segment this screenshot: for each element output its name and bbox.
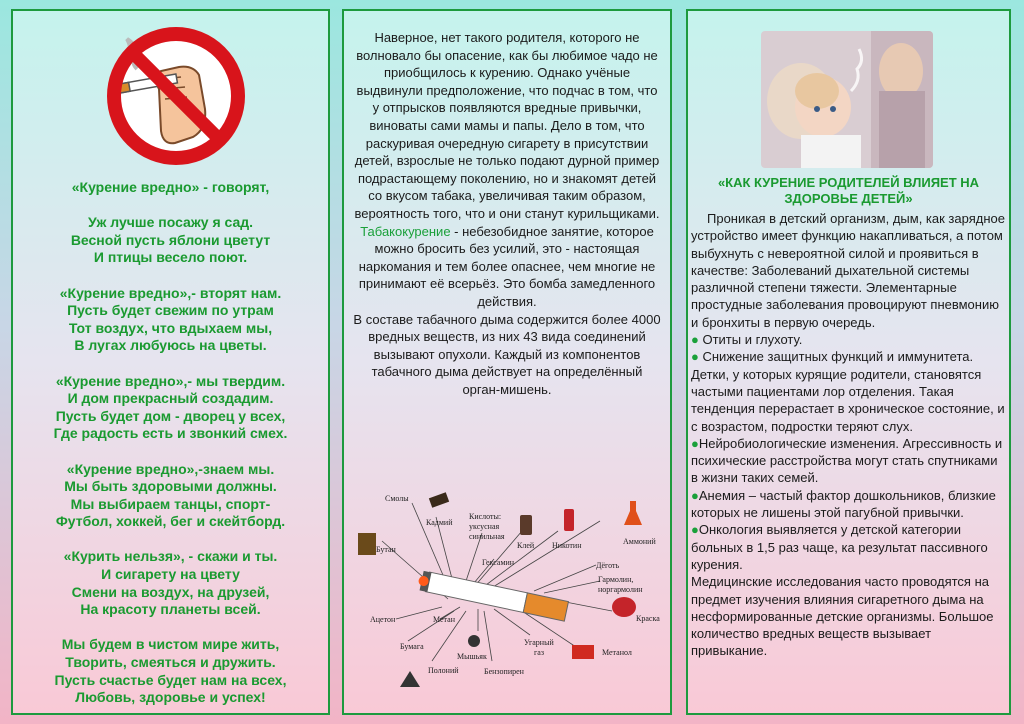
poison-icon — [468, 635, 480, 647]
label-kadmiy: Кадмий — [426, 518, 453, 527]
label-norgarmolin: норгармолин — [598, 585, 643, 594]
right-panel — [686, 9, 1011, 715]
poem-line: Весной пусть яблони цветут — [70, 231, 271, 248]
poem-line: В лугах любуюсь на цветы. — [74, 337, 267, 354]
poem-line: Где радость есть и звонкий смех. — [53, 425, 288, 442]
smoke-components-diagram — [344, 481, 670, 713]
poem-stanza — [13, 548, 328, 618]
section-title: «КАК КУРЕНИЕ РОДИТЕЛЕЙ ВЛИЯЕТ НА ЗДОРОВЬЕ ДЕТЕЙ» — [717, 175, 980, 206]
effect-item — [691, 331, 1005, 348]
label-garmolin: Гармолин, — [598, 575, 634, 584]
effect-item-text: Нейробиологические изменения. Агрессивность и психические расстройства могут стать спутниками в жизни таких семей. — [691, 435, 1003, 486]
middle-panel — [342, 9, 672, 715]
label-ammoniy: Аммоний — [623, 537, 656, 546]
label-kisloty-acetic: уксусная — [469, 522, 500, 531]
label-metan: Метан — [433, 615, 455, 624]
label-degot: Дёготь — [596, 561, 620, 570]
highlight-term: Табакокурение — [360, 223, 451, 239]
effect-item-text: Анемия – частый фактор дошкольников, близкие которых не лишены этой пагубной привычки. — [691, 487, 996, 521]
left-panel — [11, 9, 330, 715]
poem-line: Творить, смеяться и дружить. — [65, 654, 276, 671]
spray-can-icon — [564, 509, 574, 531]
poem-line: Мы выбираем танцы, спорт- — [70, 495, 271, 512]
effect-item — [691, 487, 1005, 522]
label-ugarny: Угарный — [524, 638, 554, 647]
effect-item-text: Отиты и глухоту. — [702, 332, 803, 348]
effect-item — [691, 521, 1005, 573]
poem-stanza — [13, 373, 328, 443]
label-kisloty: Кислоты: — [469, 512, 502, 521]
poem-line: Мы быть здоровыми должны. — [64, 478, 277, 495]
label-metanol: Метанол — [602, 648, 632, 657]
label-myshyak: Мышьяк — [457, 652, 487, 661]
poem-line: И птицы весело поют. — [93, 249, 248, 266]
poem-stanza — [13, 285, 328, 355]
poem-stanza — [13, 214, 328, 267]
poem-line: «Курение вредно»,-знаем мы. — [66, 460, 275, 477]
poem-line: На красоту планеты всей. — [80, 601, 261, 618]
paragraph-tobacco — [352, 223, 662, 311]
lighter-icon — [358, 533, 376, 555]
effect-item — [691, 348, 1005, 434]
poem-line: Пусть счастье будет нам на всех, — [54, 671, 287, 688]
effects-text — [691, 210, 1005, 660]
label-kisloty-cyanic: синильная — [469, 532, 505, 541]
label-bumaga: Бумага — [400, 642, 424, 651]
label-poloniy: Полоний — [428, 666, 459, 675]
poem-line: «Курить нельзя», - скажи и ты. — [63, 548, 278, 565]
label-kraska: Краска — [636, 614, 660, 623]
poem-line: Мы будем в чистом мире жить, — [61, 636, 280, 653]
label-ugarny-gaz: газ — [534, 648, 544, 657]
label-butan: Бутан — [376, 545, 396, 554]
label-kley: Клей — [517, 541, 535, 550]
poem-line: «Курение вредно»,- мы твердим. — [55, 372, 286, 389]
poem-line: Пусть будет дом - дворец у всех, — [55, 407, 286, 424]
poem-line: Уж лучше посажу я сад. — [87, 214, 254, 231]
effect-item-text: Онкология выявляется у детской категории больных в 1,5 раз чаще, ка результат пассивного курения. — [691, 522, 988, 572]
poem-line: Пусть будет свежим по утрам — [67, 302, 274, 319]
paragraph-tobacco-text: - небезобидное занятие, которое можно бросить без усилий, это - настоящая наркомания и тем более опаснее, чем многие не принимают её всерьёз. Это бомба замедленного действия. — [358, 223, 656, 309]
poem-stanza — [13, 179, 328, 197]
article-text — [352, 29, 662, 398]
no-smoking-icon — [101, 19, 251, 169]
label-smoly: Смолы — [385, 494, 409, 503]
poem-stanza — [13, 636, 328, 706]
poem-line: «Курение вредно»,- вторят нам. — [59, 284, 282, 301]
poem-line: «Курение вредно» - говорят, — [71, 179, 270, 195]
paragraph-parents: Наверное, нет такого родителя, которого не волновало бы опасение, как бы любимое чадо не приобщилось к курению. Однако учёные выдвинули предположение, что подчас в том, что у отпрысков появляются вредные привычки, виноваты сами мамы и папы. Дело в том, что раскуривая очередную сигарету в присутствии детей, взрослые не только подают дурной пример подрастающему поколению, но и знакомят детей со вкусом табака, увеличивая таким образом, вероятность того, что и они станут курильщиками. — [354, 30, 660, 221]
label-geksamin: Гексамин — [482, 558, 515, 567]
bullet-icon: ● — [691, 487, 699, 503]
battery-icon — [520, 515, 532, 535]
baby-passive-smoke-photo — [761, 31, 933, 168]
poem-line: И сигарету на цвету — [101, 566, 240, 583]
paint-can-icon — [612, 597, 636, 617]
flask-icon — [624, 501, 642, 525]
poem-line: Футбол, хоккей, бег и скейтборд. — [55, 513, 286, 530]
poem-line: Смени на воздух, на друзей, — [71, 583, 270, 600]
poem-line: Любовь, здоровье и успех! — [75, 689, 266, 706]
label-aceton: Ацетон — [370, 615, 396, 624]
effect-item — [691, 435, 1005, 487]
poem-line: Тот воздух, что вдыхаем мы, — [68, 319, 273, 336]
bullet-icon: ● — [691, 435, 699, 451]
tar-icon — [429, 492, 449, 508]
intro-paragraph: Проникая в детский организм, дым, как зарядное устройство имеет функцию накапливаться, а потом выбухнуть с невероятной силой и проявиться в качестве: Заболеваний дыхательной системы различной степени тяжести. Элементарные простудные заболевания провоцируют пневмонию и бронхиты в первую очередь. — [691, 211, 1005, 330]
bullet-icon: ● — [691, 522, 699, 538]
poem-line: И дом прекрасный создадим. — [67, 390, 274, 407]
paragraph-smoke-composition: В составе табачного дыма содержится более 4000 вредных веществ, из них 43 вида соединений вызывают опухоли. Каждый из компонентов табачного дыма действует на определённый орган-мишень. — [353, 311, 661, 397]
fuel-can-icon — [572, 645, 594, 659]
effect-item-text: Снижение защитных функций и иммунитета. Детки, у которых курящие родители, становятся частыми пациентами лор отделения. Такая тенденция перерастает в хроническое состояние, и с возрастом, подростки теряют слух. — [691, 349, 1005, 434]
poem-stanza — [13, 461, 328, 531]
radiation-icon — [400, 671, 420, 687]
bullet-icon: ● — [691, 349, 699, 365]
label-benzopiren: Бензопирен — [484, 667, 524, 676]
outro-paragraph: Медицинские исследования часто проводятся на предмет изучения влияния сигаретного дыма на несформированные детские организмы. Большое количество вредных веществ вызывает привыкание. — [691, 574, 994, 659]
label-nikotin: Никотин — [552, 541, 582, 550]
bullet-icon: ● — [691, 332, 699, 348]
anti-smoking-poem — [13, 179, 328, 715]
